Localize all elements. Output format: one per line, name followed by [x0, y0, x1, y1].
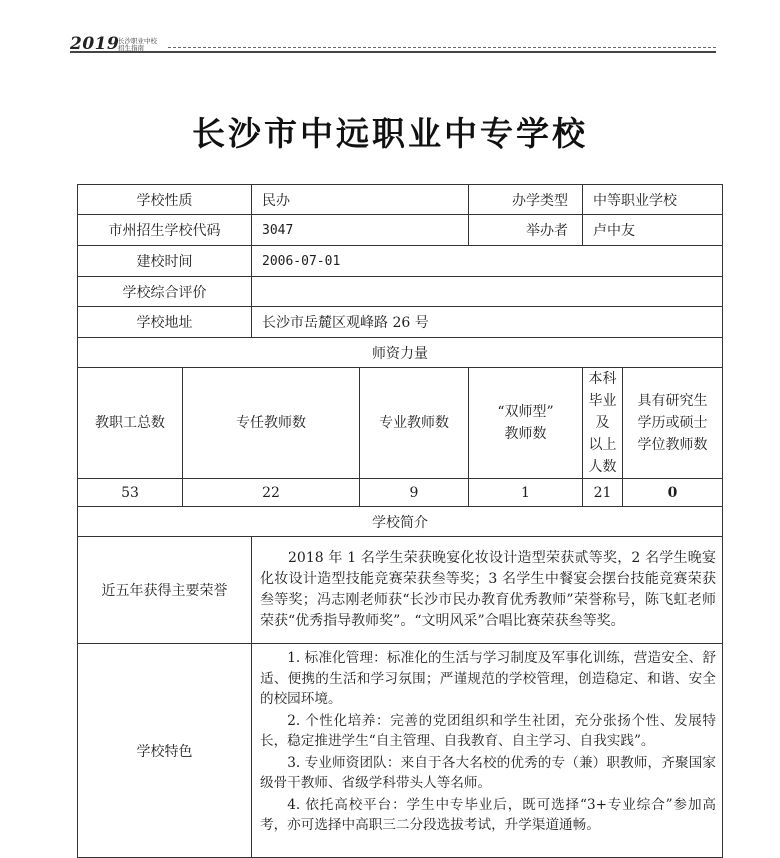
- page-header: [0, 0, 780, 60]
- school-info-table: [77, 184, 723, 858]
- row-evaluation: [78, 277, 723, 307]
- founded-label: 建校时间: [78, 246, 252, 277]
- honors-text: 2018 年 1 名学生荣获晚宴化妆设计造型荣获贰等奖，2 名学生晚宴化妆设计造型技能竞赛荣获叁等奖；3 名学生中餐宴会摆台技能竞赛荣获叁等奖；冯志刚老师获“长沙市民办教育优秀教师”荣誉称号，陈飞虹老师荣获“优秀指导教师奖”。“文明风采”合唱比赛荣获叁等奖。: [260, 550, 716, 629]
- type-value: 中等职业学校: [583, 185, 723, 215]
- faculty-header-text: 专任教师数: [236, 415, 306, 431]
- row-nature: [78, 185, 723, 215]
- code-label: 市州招生学校代码: [78, 215, 252, 246]
- faculty-header: [360, 368, 469, 479]
- header-rule: [70, 51, 716, 53]
- evaluation-label: 学校综合评价: [78, 277, 252, 307]
- features-label: 学校特色: [78, 644, 252, 858]
- faculty-value: 9: [360, 479, 469, 507]
- honors-label: 近五年获得主要荣誉: [78, 537, 252, 644]
- row-address: [78, 307, 723, 338]
- intro-section-title: 学校简介: [78, 507, 723, 537]
- faculty-value: 22: [183, 479, 360, 507]
- faculty-header-text: “双师型” 教师数: [497, 404, 554, 442]
- faculty-value-row: [78, 479, 723, 507]
- type-label: 办学类型: [469, 185, 583, 215]
- row-founded: [78, 246, 723, 277]
- nature-label: 学校性质: [78, 185, 252, 215]
- sponsor-value: 卢中友: [583, 215, 723, 246]
- faculty-header: [583, 368, 623, 479]
- address-label: 学校地址: [78, 307, 252, 338]
- faculty-header-text: 教职工总数: [95, 415, 165, 431]
- honors-row: [78, 537, 723, 644]
- faculty-value: 21: [583, 479, 623, 507]
- header-subtitle: [118, 38, 157, 52]
- founded-value: 2006-07-01: [252, 246, 723, 277]
- faculty-section-title: 师资力量: [78, 338, 723, 368]
- features-row: [78, 644, 723, 858]
- code-value: 3047: [252, 215, 469, 246]
- faculty-value: 0: [623, 479, 723, 507]
- faculty-value: 53: [78, 479, 183, 507]
- faculty-header: [469, 368, 583, 479]
- header-dashed-rule: [168, 47, 716, 48]
- intro-section-row: [78, 507, 723, 537]
- faculty-header-text: 本科毕业及 以上人数: [588, 371, 617, 475]
- sponsor-label: 举办者: [469, 215, 583, 246]
- faculty-header-text: 专业教师数: [379, 415, 449, 431]
- row-code: [78, 215, 723, 246]
- faculty-header: [78, 368, 183, 479]
- feature-item: 2. 个性化培养：完善的党团组织和学生社团，充分张扬个性、发展特长，稳定推进学生“自主管理、自我教育、自主学习、自我实践”。: [260, 712, 716, 749]
- faculty-header: [183, 368, 360, 479]
- faculty-header-text: 具有研究生 学历或硕士 学位教师数: [637, 393, 708, 453]
- header-sub-line1: 长沙职业中校: [118, 37, 157, 45]
- feature-item: 3. 专业师资团队：来自于各大名校的优秀的专（兼）职教师，齐聚国家级骨干教师、省级学科带头人等名师。: [260, 754, 716, 791]
- faculty-section-row: [78, 338, 723, 368]
- features-cell: [252, 644, 723, 858]
- nature-value: 民办: [252, 185, 469, 215]
- evaluation-value: [252, 277, 723, 307]
- faculty-header-row: [78, 368, 723, 479]
- honors-cell: [252, 537, 723, 644]
- faculty-value: 1: [469, 479, 583, 507]
- header-sub-line2: 招生指南: [118, 44, 144, 52]
- feature-item: 4. 依托高校平台：学生中专毕业后，既可选择“3+专业综合”参加高考，亦可选择中高职三二分段选拔考试，升学渠道通畅。: [260, 796, 716, 833]
- page-title: 长沙市中远职业中专学校: [192, 114, 588, 153]
- faculty-header: [623, 368, 723, 479]
- feature-item: 1. 标准化管理：标准化的生活与学习制度及军事化训练，营造安全、舒适、便携的生活和学习氛围；严谨规范的学校管理，创造稳定、和谐、安全的校园环境。: [260, 650, 716, 707]
- header-year: 2019: [70, 34, 120, 54]
- address-value: 长沙市岳麓区观峰路 26 号: [252, 307, 723, 338]
